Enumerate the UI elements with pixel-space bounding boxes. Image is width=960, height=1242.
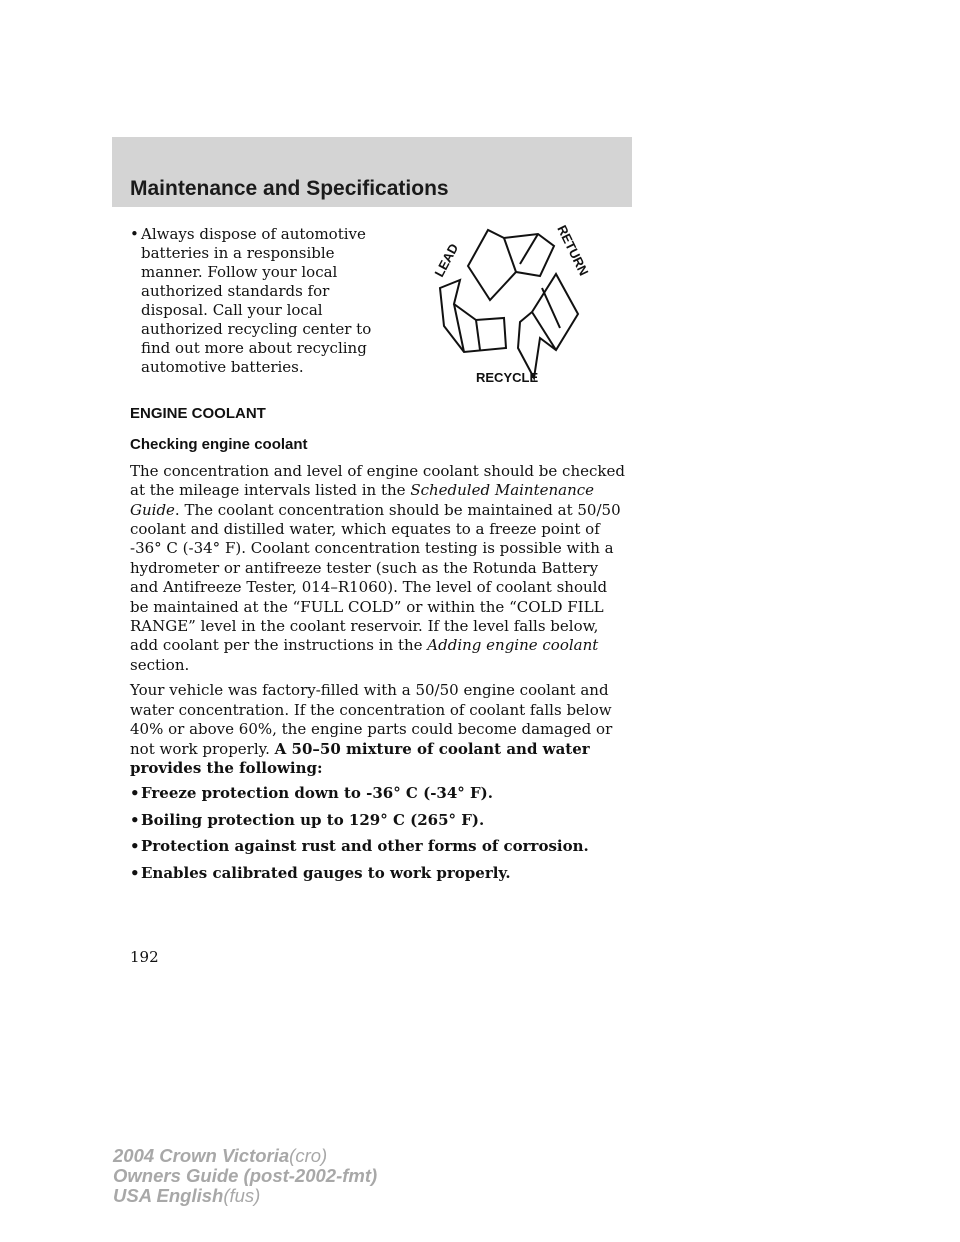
coolant-benefits-list [130, 784, 630, 883]
bullet-marker: • [130, 810, 140, 829]
factory-fill-paragraph [130, 681, 630, 778]
recycle-label: RECYCLE [476, 370, 539, 385]
list-item [130, 784, 630, 803]
benefit-text: Boiling protection up to 129° C (265° F). [141, 810, 485, 829]
battery-disposal-bullet [130, 225, 390, 377]
bullet-marker: • [130, 863, 140, 882]
coolant-check-paragraph [130, 462, 630, 675]
benefit-text: Freeze protection down to -36° C (-34° F). [141, 784, 493, 803]
bullet-marker: • [130, 225, 139, 243]
list-item [130, 837, 630, 856]
battery-disposal-text: Always dispose of automotive batteries in a responsible manner. Follow your local authorized standards for disposal. Call your local authorized recycling center to find out more about recycling automotive batteries. [141, 225, 372, 376]
para1-text-c: section. [130, 655, 190, 674]
para1-text-a: The concentration and level of engine coolant should be checked at the mileage intervals listed in the [130, 461, 625, 500]
adding-coolant-reference: Adding engine coolant [427, 636, 599, 655]
footer-language: USA English [113, 1185, 224, 1206]
maintenance-guide-reference: Scheduled Maintenance Guide [130, 481, 595, 519]
list-item [130, 864, 630, 883]
return-label: RETURN [554, 222, 592, 279]
para2-text: Your vehicle was factory-filled with a 50/50 engine coolant and water concentration. If the concentration of coolant falls below 40% or above 60%, the engine parts could become damaged or not work properly. [130, 681, 613, 758]
footer-model: 2004 Crown Victoria [113, 1145, 290, 1166]
document-footer [113, 1146, 377, 1206]
engine-coolant-heading: ENGINE COOLANT [130, 405, 266, 422]
page-number: 192 [130, 948, 159, 966]
lead-recycle-symbol [420, 218, 620, 388]
section-header-band [112, 137, 632, 207]
bullet-marker: • [130, 837, 140, 856]
footer-model-code: (cro) [289, 1145, 328, 1166]
benefit-text: Protection against rust and other forms of corrosion. [141, 837, 589, 856]
section-title: Maintenance and Specifications [130, 177, 449, 200]
lead-label: LEAD [431, 241, 462, 280]
checking-coolant-subheading: Checking engine coolant [130, 436, 308, 454]
mixture-benefits-intro: A 50–50 mixture of coolant and water provides the following: [130, 739, 590, 777]
bullet-marker: • [130, 784, 140, 803]
benefit-text: Enables calibrated gauges to work properly. [141, 863, 511, 882]
para1-text-b: . The coolant concentration should be maintained at 50/50 coolant and distilled water, which equates to a freeze point of -36° C (-34° F). Coolant concentration testing is possible with a hydrometer or antifreeze tester (such as the Rotunda Battery and Antifreeze Tester, 014–R1060). The level of coolant should be maintained at the “FULL COLD” or within the “COLD FILL RANGE” level in the coolant reservoir. If the level falls below, add coolant per the instructions in the [130, 500, 621, 655]
list-item [130, 811, 630, 830]
footer-language-code: (fus) [223, 1185, 261, 1206]
coolant-section [130, 404, 630, 890]
footer-guide-format: Owners Guide (post-2002-fmt) [113, 1165, 378, 1186]
recycle-arrows-icon [440, 230, 578, 378]
